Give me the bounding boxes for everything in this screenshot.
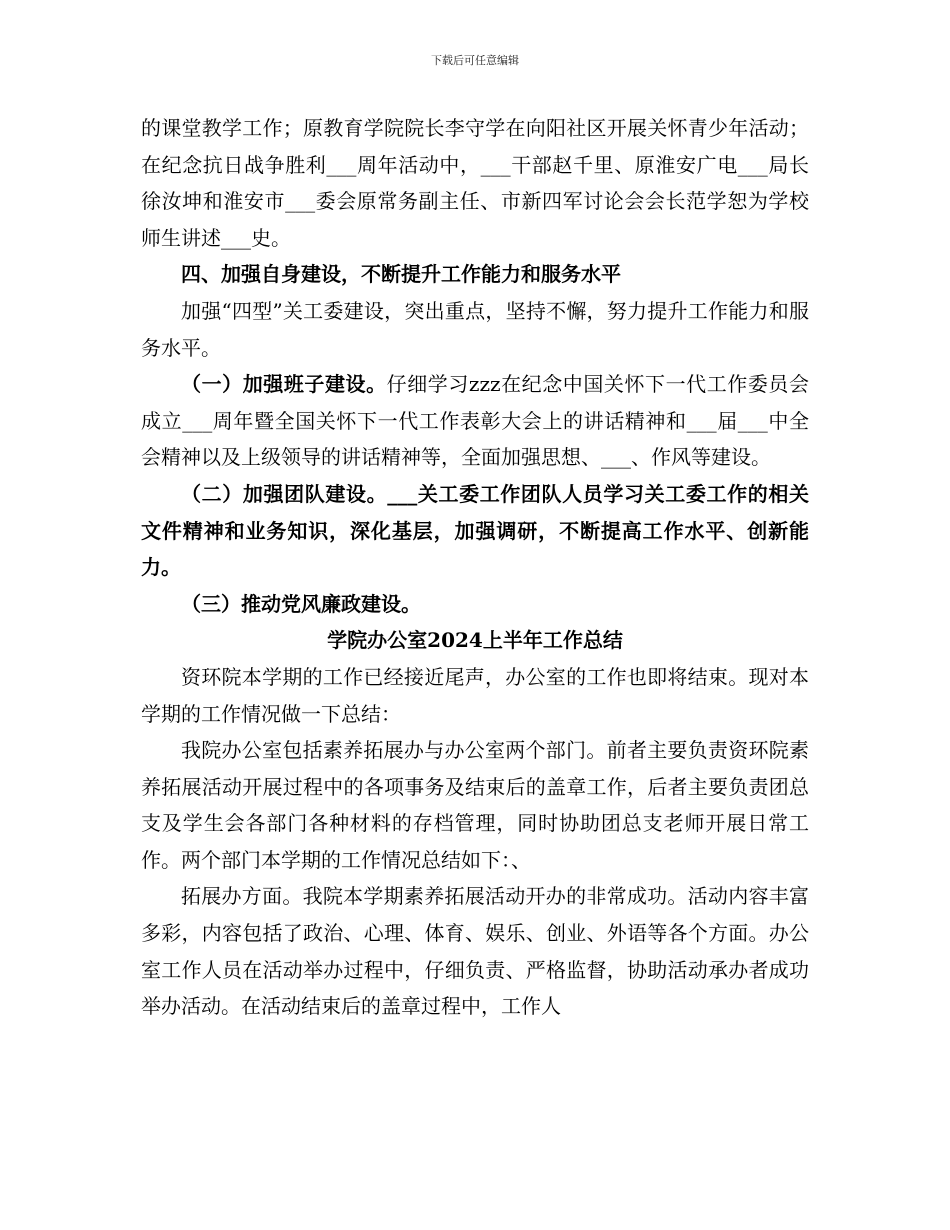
document-title: 学院办公室2024上半年工作总结 <box>327 628 623 653</box>
paragraph-semester-intro: 资环院本学期的工作已经接近尾声，办公室的工作也即将结束。现对本学期的工作情况做一下总结： <box>141 664 809 726</box>
paragraph-office-departments: 我院办公室包括素养拓展办与办公室两个部门。前者主要负责资环院素养拓展活动开展过程中的各项事务及结束后的盖章工作，后者主要负责团总支及学生会各部门各种材料的存档管理，同时协助团总支老师开展日常工作。两个部门本学期的工作情况总结如下：、 <box>141 738 809 872</box>
paragraph-expansion-office: 拓展办方面。我院本学期素养拓展活动开办的非常成功。活动内容丰富多彩，内容包括了政治、心理、体育、娱乐、创业、外语等各个方面。办公室工作人员在活动举办过程中，仔细负责、严格监督，协助活动承办者成功举办活动。在活动结束后的盖章过程中，工作人 <box>141 884 809 1019</box>
paragraph-leadership-body: 仔细学习zzz在纪念中国关怀下一代工作委员会成立___周年暨全国关怀下一代工作表彰大会上的讲话精神和___届___中全会精神以及上级领导的讲话精神等，全面加强思想、___、作风等建设。 <box>141 372 809 470</box>
paragraph-activities-continued: 的课堂教学工作；原教育学院院长李守学在向阳社区开展关怀青少年活动；在纪念抗日战争胜利___周年活动中，___干部赵千里、原淮安广电___局长徐汝坤和淮安市___委会原常务副主任、市新四军讨论会会长范学恕为学校师生讲述___史。 <box>141 116 809 250</box>
paragraph-leadership-construction <box>141 366 809 476</box>
paragraph-party-conduct: （三）推动党风廉政建设。 <box>181 591 421 616</box>
subheading-leadership: （一）加强班子建设。 <box>181 372 387 397</box>
section-heading-four: 四、加强自身建设，不断提升工作能力和服务水平 <box>181 262 621 287</box>
document-body <box>141 110 809 1025</box>
paragraph-team-construction: （二）加强团队建设。___关工委工作团队人员学习关工委工作的相关文件精神和业务知识，深化基层，加强调研，不断提高工作水平、创新能力。 <box>141 481 809 580</box>
paragraph-four-type-construction: 加强“四型”关工委建设，突出重点，坚持不懈，努力提升工作能力和服务水平。 <box>141 298 809 360</box>
page-header-note: 下载后可任意编辑 <box>431 54 519 67</box>
